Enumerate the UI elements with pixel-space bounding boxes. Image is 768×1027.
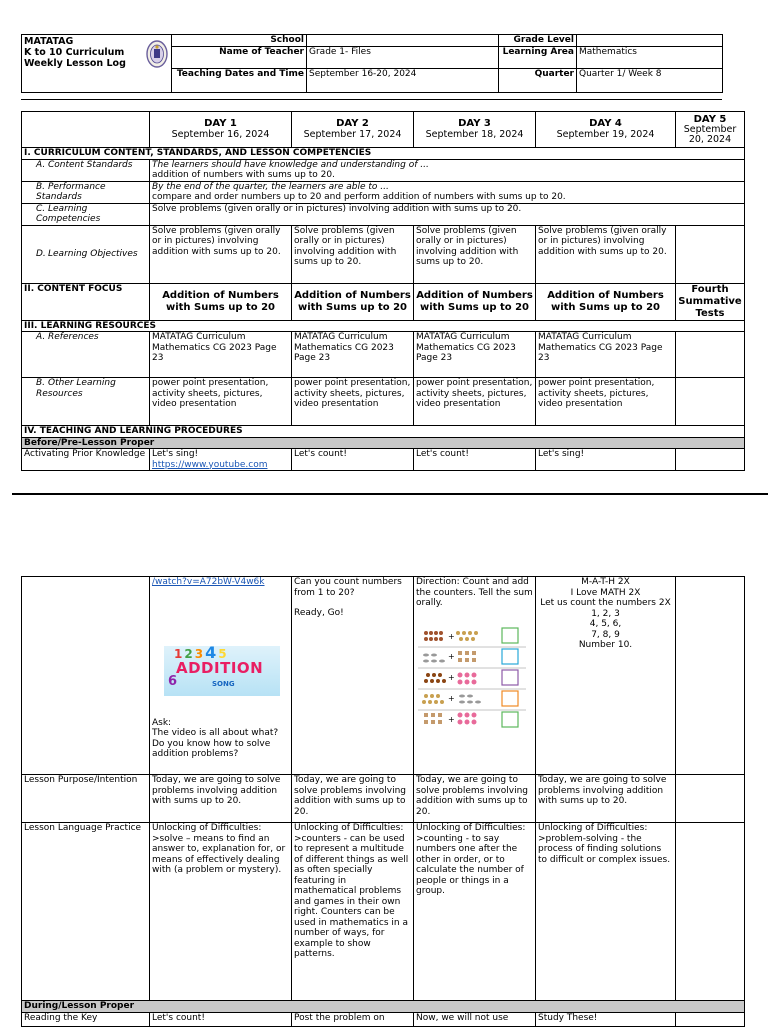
during-lesson-bar: During/Lesson Proper bbox=[22, 1001, 745, 1013]
lesson-table-page-2 bbox=[21, 576, 745, 1027]
song-number-six: 6 bbox=[168, 673, 178, 689]
song-subtitle: SONG bbox=[212, 679, 235, 688]
other-resources-day1: power point presentation, activity sheets, pictures, video presentation bbox=[150, 378, 292, 426]
objectives-day5 bbox=[676, 225, 745, 283]
key-day4: Study These! bbox=[536, 1012, 676, 1026]
dates-value: September 16-20, 2024 bbox=[307, 68, 499, 92]
references-label: A. References bbox=[22, 332, 150, 378]
focus-day1: Addition of Numbers with Sums up to 20 bbox=[150, 283, 292, 320]
objectives-day1: Solve problems (given orally or in pictures) involving addition with sums up to 20. bbox=[150, 225, 292, 283]
counter-row-3 bbox=[424, 670, 518, 685]
focus-day3: Addition of Numbers with Sums up to 20 bbox=[414, 283, 536, 320]
math-song-line-3: Let us count the numbers 2X bbox=[540, 598, 671, 608]
day4-header: DAY 4 September 19, 2024 bbox=[536, 112, 676, 148]
activating-cont-label bbox=[22, 577, 150, 775]
before-lesson-bar: Before/Pre-Lesson Proper bbox=[22, 437, 745, 449]
title-line-1: MATATAG bbox=[24, 36, 74, 47]
activating-day2: Let's count! bbox=[292, 449, 414, 471]
objectives-label: D. Learning Objectives bbox=[22, 225, 150, 283]
header-table bbox=[21, 34, 723, 93]
competencies-label: C. Learning Competencies bbox=[22, 203, 150, 225]
day2-header: DAY 2 September 17, 2024 bbox=[292, 112, 414, 148]
references-day2: MATATAG Curriculum Mathematics CG 2023 Page 23 bbox=[292, 332, 414, 378]
purpose-day4: Today, we are going to solve problems involving addition with sums up to 20. bbox=[536, 775, 676, 823]
ready-go: Ready, Go! bbox=[294, 608, 344, 618]
purpose-day2: Today, we are going to solve problems involving addition with sums up to 20. bbox=[292, 775, 414, 823]
key-day2: Post the problem on bbox=[292, 1012, 414, 1026]
math-song-line-4: 1, 2, 3 bbox=[591, 608, 620, 619]
deped-seal-icon bbox=[146, 39, 168, 69]
youtube-link-cont[interactable]: /watch?v=A72bW-V4w6k bbox=[152, 577, 265, 587]
activating-cont-day3 bbox=[414, 577, 536, 775]
purpose-label: Lesson Purpose/Intention bbox=[22, 775, 150, 823]
school-value bbox=[307, 35, 499, 47]
objectives-day2: Solve problems (given orally or in pictures) involving addition with sums up to 20. bbox=[292, 225, 414, 283]
math-song-line-1: M-A-T-H 2X bbox=[581, 577, 630, 587]
counter-row-4 bbox=[422, 691, 518, 706]
addition-song-image bbox=[164, 642, 280, 696]
focus-day2: Addition of Numbers with Sums up to 20 bbox=[292, 283, 414, 320]
counters-direction: Direction: Count and add the counters. Tell the sum orally. bbox=[416, 577, 533, 608]
activating-day1: Let's sing! https://www.youtube.com bbox=[150, 449, 292, 471]
other-resources-day2: power point presentation, activity sheets, pictures, video presentation bbox=[292, 378, 414, 426]
counter-row-5 bbox=[424, 712, 518, 727]
other-resources-label: B. Other Learning Resources bbox=[22, 378, 150, 426]
teacher-label: Name of Teacher bbox=[172, 46, 307, 68]
title-line-2: K to 10 Curriculum bbox=[24, 47, 125, 58]
section-3-heading: III. LEARNING RESOURCES bbox=[22, 320, 745, 332]
grade-label: Grade Level bbox=[499, 35, 577, 47]
quarter-value: Quarter 1/ Week 8 bbox=[577, 68, 723, 92]
section-4-heading: IV. TEACHING AND LEARNING PROCEDURES bbox=[22, 426, 745, 438]
area-value: Mathematics bbox=[577, 46, 723, 68]
title-line-3: Weekly Lesson Log bbox=[24, 58, 126, 69]
content-standards-value: The learners should have knowledge and understanding of ... addition of numbers with sums up to 20. bbox=[150, 159, 745, 181]
section-2-heading: II. CONTENT FOCUS bbox=[22, 283, 150, 320]
other-resources-day4: power point presentation, activity sheets, pictures, video presentation bbox=[536, 378, 676, 426]
purpose-day5 bbox=[676, 775, 745, 823]
dates-label: Teaching Dates and Time bbox=[172, 68, 307, 92]
key-day3: Now, we will not use bbox=[414, 1012, 536, 1026]
math-song-line-6: 7, 8, 9 bbox=[591, 629, 620, 640]
math-song-line-7: Number 10. bbox=[578, 640, 633, 650]
content-standards-label: A. Content Standards bbox=[22, 159, 150, 181]
svg-text:+: + bbox=[448, 693, 455, 703]
svg-text:+: + bbox=[448, 651, 455, 661]
corner-cell bbox=[22, 112, 150, 148]
teacher-value: Grade 1- Files bbox=[307, 46, 499, 68]
grade-value bbox=[577, 35, 723, 47]
song-title: ADDITION bbox=[176, 658, 264, 677]
performance-standards-value: By the end of the quarter, the learners are able to ... compare and order numbers up to 20 and perform addition of numbers with sums up to 20. bbox=[150, 181, 745, 203]
language-day5 bbox=[676, 823, 745, 1001]
svg-text:+: + bbox=[448, 672, 455, 682]
activating-cont-day2 bbox=[292, 577, 414, 775]
header-underline bbox=[21, 99, 722, 100]
other-resources-day3: power point presentation, activity sheets, pictures, video presentation bbox=[414, 378, 536, 426]
objectives-day4: Solve problems (given orally or in pictures) involving addition with sums up to 20. bbox=[536, 225, 676, 283]
lesson-table-page-1 bbox=[21, 111, 745, 471]
math-song-line-5: 4, 5, 6, bbox=[589, 619, 622, 629]
section-1-heading: I. CURRICULUM CONTENT, STANDARDS, AND LESSON COMPETENCIES bbox=[22, 148, 745, 160]
page-break-line bbox=[12, 493, 768, 495]
math-song-line-2: I Love MATH 2X bbox=[570, 587, 641, 598]
focus-day4: Addition of Numbers with Sums up to 20 bbox=[536, 283, 676, 320]
counters-worksheet-image bbox=[416, 627, 528, 731]
references-day5 bbox=[676, 332, 745, 378]
language-day4: Unlocking of Difficulties: >problem-solving - the process of finding solutions to difficult or complex issues. bbox=[536, 823, 676, 1001]
objectives-day3: Solve problems (given orally or in pictures) involving addition with sums up to 20. bbox=[414, 225, 536, 283]
day3-header: DAY 3 September 18, 2024 bbox=[414, 112, 536, 148]
key-label: Reading the Key bbox=[22, 1012, 150, 1026]
activating-day5 bbox=[676, 449, 745, 471]
activating-cont-day1 bbox=[150, 577, 292, 775]
activating-label: Activating Prior Knowledge bbox=[22, 449, 150, 471]
focus-day5: Fourth Summative Tests bbox=[676, 283, 745, 320]
count-question: Can you count numbers from 1 to 20? bbox=[294, 577, 402, 598]
purpose-day1: Today, we are going to solve problems involving addition with sums up to 20. bbox=[150, 775, 292, 823]
activating-day3: Let's count! bbox=[414, 449, 536, 471]
activating-day4: Let's sing! bbox=[536, 449, 676, 471]
references-day1: MATATAG Curriculum Mathematics CG 2023 Page 23 bbox=[150, 332, 292, 378]
references-day4: MATATAG Curriculum Mathematics CG 2023 Page 23 bbox=[536, 332, 676, 378]
school-label: School bbox=[172, 35, 307, 47]
ask-label: Ask: bbox=[152, 717, 172, 728]
ask-question-1: The video is all about what? bbox=[152, 728, 279, 738]
counter-row-2 bbox=[423, 649, 518, 664]
counter-row-1 bbox=[424, 628, 518, 643]
performance-standards-label: B. Performance Standards bbox=[22, 181, 150, 203]
svg-text:+: + bbox=[448, 631, 455, 641]
area-label: Learning Area bbox=[499, 46, 577, 68]
other-resources-day5 bbox=[676, 378, 745, 426]
svg-text:+: + bbox=[448, 714, 455, 724]
references-day3: MATATAG Curriculum Mathematics CG 2023 Page 23 bbox=[414, 332, 536, 378]
youtube-link[interactable]: https://www.youtube.com bbox=[152, 459, 268, 470]
key-day1: Let's count! bbox=[150, 1012, 292, 1026]
day1-header: DAY 1 September 16, 2024 bbox=[150, 112, 292, 148]
competencies-value: Solve problems (given orally or in pictures) involving addition with sums up to 20. bbox=[150, 203, 745, 225]
language-day1: Unlocking of Difficulties: >solve – means to find an answer to, explanation for, or means of effectively dealing with (a problem or mystery). bbox=[150, 823, 292, 1001]
ask-question-2: Do you know how to solve addition problems? bbox=[152, 738, 271, 759]
song-numbers: 12345 bbox=[174, 642, 229, 662]
activating-cont-day4 bbox=[536, 577, 676, 775]
activating-cont-day5 bbox=[676, 577, 745, 775]
day5-header: DAY 5 September 20, 2024 bbox=[676, 112, 745, 148]
language-day3: Unlocking of Difficulties: >counting - to say numbers one after the other in order, or to calculate the number of people or things in a group. bbox=[414, 823, 536, 1001]
purpose-day3: Today, we are going to solve problems involving addition with sums up to 20. bbox=[414, 775, 536, 823]
language-label: Lesson Language Practice bbox=[22, 823, 150, 1001]
language-day2: Unlocking of Difficulties: >counters - can be used to represent a multitude of different things as well as often specially featuring in mathematical problems and games in their own right. Counters can be used in mathematics in a number of ways, for example to show patterns. bbox=[292, 823, 414, 1001]
quarter-label: Quarter bbox=[499, 68, 577, 92]
